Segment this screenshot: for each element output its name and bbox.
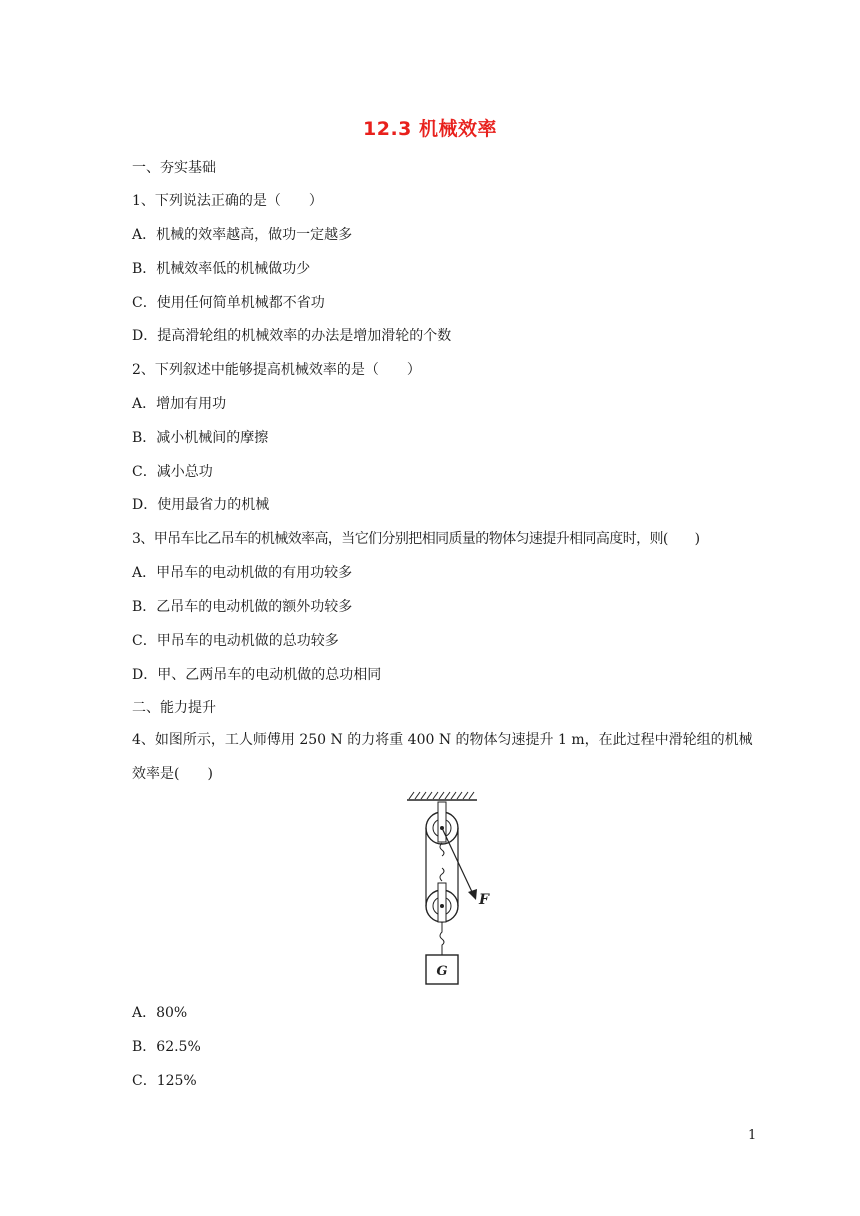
- option-4b: B．62.5%: [132, 1039, 201, 1055]
- option-3c: C．甲吊车的电动机做的总功较多: [132, 633, 339, 649]
- option-1b: B．机械效率低的机械做功少: [132, 261, 311, 277]
- question-3: 3、甲吊车比乙吊车的机械效率高，当它们分别把相同质量的物体匀速提升相同高度时，则( ): [132, 531, 700, 547]
- section-heading-advanced: 二、能力提升: [132, 700, 216, 716]
- page-number: 1: [748, 1128, 757, 1143]
- option-4c: C．125%: [132, 1073, 197, 1089]
- force-label: F: [479, 892, 489, 908]
- option-3b: B．乙吊车的电动机做的额外功较多: [132, 599, 353, 615]
- option-2d: D．使用最省力的机械: [132, 497, 270, 513]
- page-title: 12.3 机械效率: [363, 118, 497, 140]
- pulley-system-diagram: [395, 788, 505, 988]
- section-heading-basics: 一、夯实基础: [132, 160, 216, 176]
- option-3d: D．甲、乙两吊车的电动机做的总功相同: [132, 667, 382, 683]
- option-2a: A．增加有用功: [132, 396, 227, 412]
- question-1: 1、下列说法正确的是（ ）: [132, 193, 323, 209]
- question-4: 4、如图所示，工人师傅用 250 N 的力将重 400 N 的物体匀速提升 1 m，在此过程中滑轮组的机械效率是( ): [132, 732, 753, 782]
- option-1c: C．使用任何简单机械都不省功: [132, 295, 325, 311]
- option-4a: A．80%: [132, 1005, 188, 1021]
- option-3a: A．甲吊车的电动机做的有用功较多: [132, 565, 353, 581]
- weight-label: G: [436, 964, 448, 979]
- option-2b: B．减小机械间的摩擦: [132, 430, 269, 446]
- option-1a: A．机械的效率越高，做功一定越多: [132, 227, 353, 243]
- option-1d: D．提高滑轮组的机械效率的办法是增加滑轮的个数: [132, 328, 452, 344]
- question-2: 2、下列叙述中能够提高机械效率的是（ ）: [132, 362, 421, 378]
- option-2c: C．减小总功: [132, 464, 213, 480]
